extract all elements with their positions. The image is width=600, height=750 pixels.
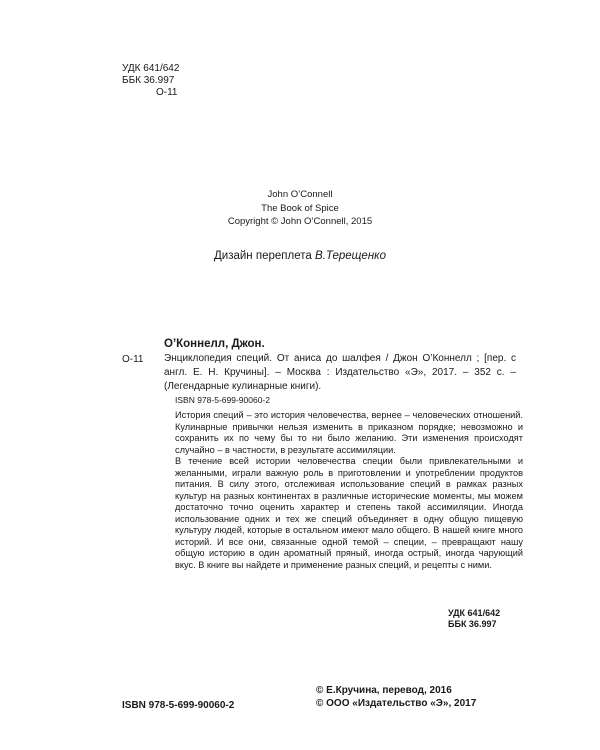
original-title: The Book of Spice [261, 202, 339, 214]
record-udk: УДК 641/642 [448, 608, 501, 618]
cover-design-label: Дизайн переплета [214, 250, 312, 262]
cover-designer-name: В.Терещенко [314, 250, 386, 262]
record-classification-codes [448, 608, 500, 630]
record-isbn: ISBN 978-5-699-90060-2 [175, 395, 270, 405]
original-copyright: Copyright © John O’Connell, 2015 [227, 216, 373, 227]
bottom-isbn: ISBN 978-5-699-90060-2 [122, 700, 235, 711]
top-classification-codes [122, 63, 179, 99]
udk-code: УДК 641/642 [122, 63, 180, 74]
record-author-sign: О-11 [122, 354, 144, 365]
translation-copyright: © Е.Кручина, перевод, 2016 [316, 685, 452, 696]
author-sign: О-11 [156, 87, 178, 98]
publisher-copyright: © ООО «Издательство «Э», 2017 [316, 698, 477, 709]
original-author: John O’Connell [267, 189, 333, 200]
record-bbk: ББК 36.997 [448, 619, 497, 629]
cover-design-credit [0, 250, 600, 262]
copyright-notices [316, 684, 476, 710]
annotation [175, 410, 523, 571]
record-heading: О’Коннелл, Джон. [164, 338, 265, 350]
annotation-paragraph-1: История специй – это история человечества, вернее – человеческих отношений. Кулинарные привычки нельзя изменить в приказном порядке; невозможно и сохранить их по чему бы то ни было желанию. Эти изменения происходят случайно – в частности, в результате ассимиляции. [175, 410, 523, 455]
annotation-paragraph-2: В течение всей истории человечества специи были привлекательными и желанными, играли важную роль в приготовлении и употреблении продуктов питания. В силу этого, отслеживая использование специй в рамках разных культур на разных континентах в различные исторические моменты, мы можем достаточно точно оценить характер и степень такой ассимиляции. Иногда использование одних и тех же специй объединяет в одну общую пищевую культуру людей, которые в остальном имеют мало общего. В нашей книге много историй. И все они, связанные одной темой – специи, – превращают нашу общую историю в один ароматный пряный, иногда острый, иногда чарующий вкус. В книге вы найдете и применение разных специй, и рецепты с ними. [175, 456, 523, 570]
bbk-code: ББК 36.997 [122, 75, 175, 86]
original-edition-info [0, 188, 600, 229]
bibliographic-description: Энциклопедия специй. От аниса до шалфея / Джон О’Коннелл ; [пер. с англ. Е. Н. Кручины]. – Москва : Издательство «Э», 2017. – 352 с. – (Легендарные кулинарные книги). [164, 353, 516, 392]
